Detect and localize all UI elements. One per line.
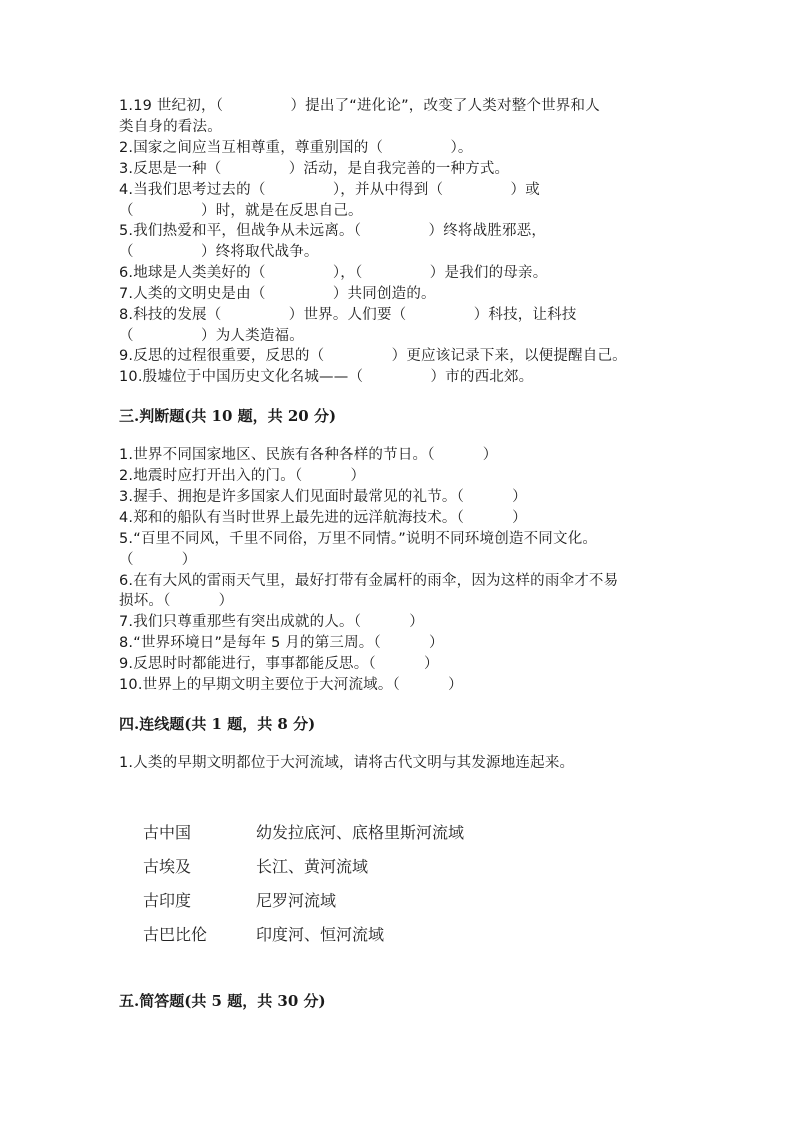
fill-line: 4.当我们思考过去的（ ），并从中得到（ ）或 [119, 182, 540, 198]
civilization-label: 古中国 [143, 823, 192, 842]
judge-line: 1.世界不同国家地区、民族有各种各样的节日。（ ） [119, 447, 498, 463]
fill-line: 5.我们热爱和平，但战争从未远离。（ ）终将战胜邪恶， [119, 223, 547, 239]
section-heading-matching: 四.连线题(共 1 题，共 8 分) [119, 715, 316, 733]
civilization-label: 古埃及 [143, 857, 192, 876]
civilization-label: 古印度 [143, 891, 192, 910]
judge-line: 损坏。（ ） [119, 593, 234, 609]
fill-line: 9.反思的过程很重要，反思的（ ）更应该记录下来，以便提醒自己。 [119, 348, 627, 364]
fill-line: 3.反思是一种（ ）活动，是自我完善的一种方式。 [119, 161, 510, 177]
fill-line: （ ）终将取代战争。 [119, 244, 319, 260]
judge-line: 9.反思时时都能进行，事事都能反思。（ ） [119, 656, 439, 672]
judge-line: 2.地震时应打开出入的门。（ ） [119, 468, 366, 484]
fill-line: 2.国家之间应当互相尊重，尊重别国的（ ）。 [119, 140, 473, 156]
judge-line: 6.在有大风的雷雨天气里，最好打带有金属杆的雨伞，因为这样的雨伞才不易 [119, 573, 619, 589]
judge-line: 5.“百里不同风，千里不同俗，万里不同情。”说明不同环境创造不同文化。 [119, 531, 598, 547]
judge-line: 3.握手、拥抱是许多国家人们见面时最常见的礼节。（ ） [119, 489, 527, 505]
judge-line: 10.世界上的早期文明主要位于大河流域。（ ） [119, 677, 463, 693]
fill-line: 10.殷墟位于中国历史文化名城——（ ）市的西北郊。 [119, 369, 534, 385]
judge-line: 4.郑和的船队有当时世界上最先进的远洋航海技术。（ ） [119, 510, 527, 526]
fill-line: 7.人类的文明史是由（ ）共同创造的。 [119, 286, 436, 302]
fill-line: 1.19 世纪初，（ ）提出了“进化论”，改变了人类对整个世界和人 [119, 98, 600, 114]
matching-question: 1.人类的早期文明都位于大河流域，请将古代文明与其发源地连起来。 [119, 755, 575, 771]
fill-line: （ ）为人类造福。 [119, 328, 304, 344]
river-basin-label: 幼发拉底河、底格里斯河流域 [256, 823, 465, 842]
river-basin-label: 长江、黄河流域 [256, 857, 369, 876]
fill-line: 类自身的看法。 [119, 119, 222, 135]
river-basin-label: 印度河、恒河流域 [256, 925, 385, 944]
section-heading-short-answer: 五.简答题(共 5 题，共 30 分) [119, 992, 326, 1010]
fill-line: 8.科技的发展（ ）世界。人们要（ ）科技，让科技 [119, 307, 577, 323]
judge-line: （ ） [119, 552, 197, 568]
judge-line: 8.“世界环境日”是每年 5 月的第三周。（ ） [119, 635, 444, 651]
civilization-label: 古巴比伦 [143, 925, 208, 944]
river-basin-label: 尼罗河流域 [256, 891, 337, 910]
fill-line: 6.地球是人类美好的（ ），（ ）是我们的母亲。 [119, 265, 548, 281]
judge-line: 7.我们只尊重那些有突出成就的人。（ ） [119, 614, 424, 630]
fill-line: （ ）时，就是在反思自己。 [119, 203, 363, 219]
section-heading-judge: 三.判断题(共 10 题，共 20 分) [119, 407, 337, 425]
